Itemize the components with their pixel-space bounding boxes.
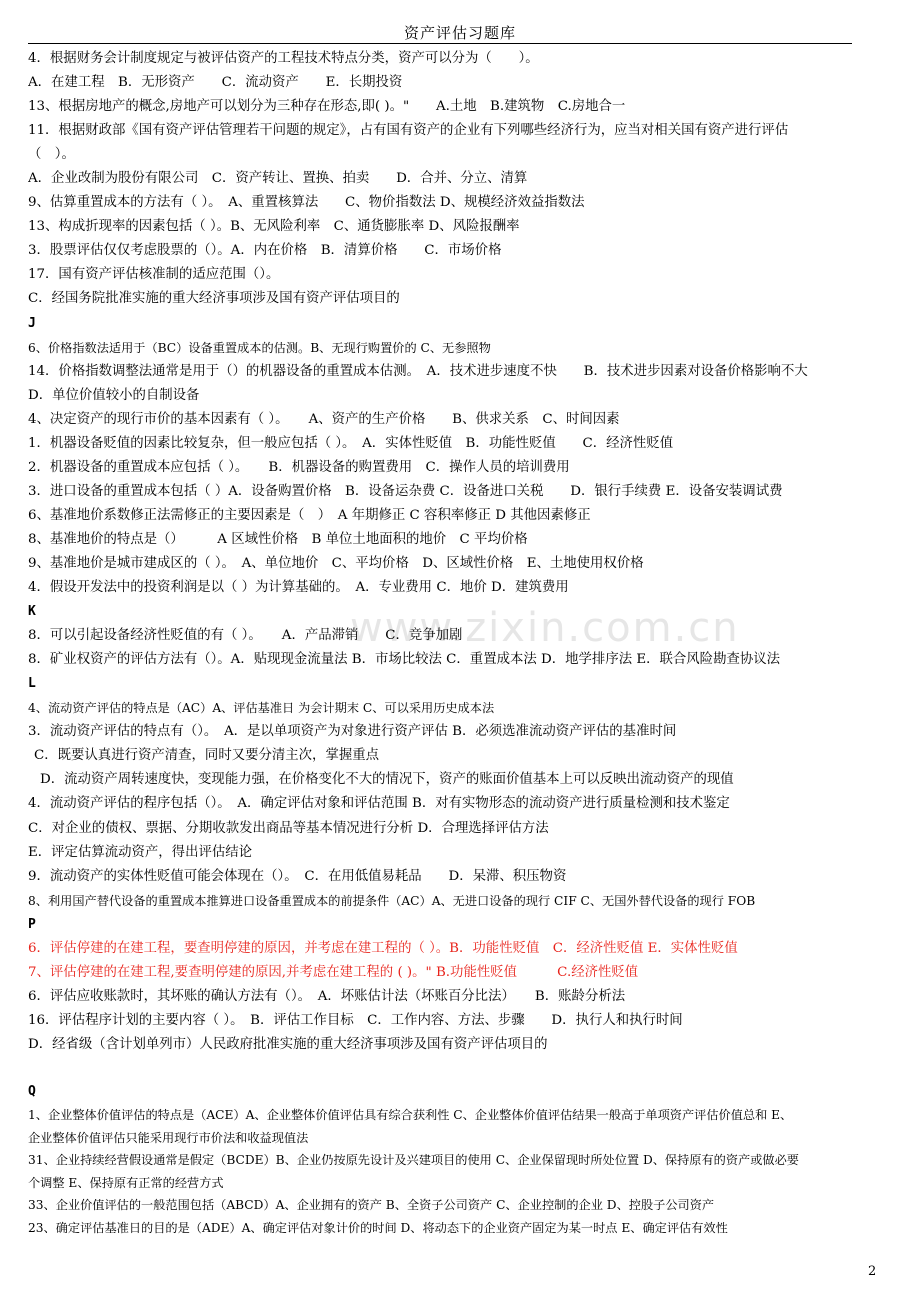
highlighted-question-line: 7、评估停建的在建工程,要查明停建的原因,并考虑在建工程的 ( )。" B.功能性贬值 C.经济性贬值 — [28, 964, 639, 980]
question-line: 6．评估应收账款时，其坏账的确认方法有（）。 A．坏账估计法（坏账百分比法） B．账龄分析法 — [28, 988, 626, 1004]
question-line: 个调整 E、保持原有正常的经营方式 — [28, 1175, 224, 1190]
question-line: 9、基准地价是城市建成区的（ ）。 A、单位地价 C、平均价格 D、区域性价格 E、土地使用权价格 — [28, 555, 644, 571]
answer-line: D．流动资产周转速度快，变现能力强，在价格变化不大的情况下，资产的账面价值基本上可以反映出流动资产的现值 — [40, 772, 734, 788]
answer-line: E．评定估算流动资产，得出评估结论 — [28, 844, 253, 860]
header-divider — [28, 43, 852, 44]
question-line: 9．流动资产的实体性贬值可能会体现在（）。 C．在用低值易耗品 D．呆滞、积压物资 — [28, 868, 567, 884]
highlighted-question-line: 6．评估停建的在建工程，要查明停建的原因，并考虑在建工程的（ ）。B．功能性贬值 C．经济性贬值 E．实体性贬值 — [28, 940, 738, 956]
question-line: 14．价格指数调整法通常是用于（）的机器设备的重置成本估测。 A．技术进步速度不快 B．技术进步因素对设备价格影响不大 — [28, 363, 808, 379]
question-line: 1、企业整体价值评估的特点是（ACE）A、企业整体价值评估具有综合获利性 C、企业整体价值评估结果一般高于单项资产评估价值总和 E、 — [28, 1108, 793, 1123]
section-letter-p: P — [28, 916, 36, 932]
answer-line: C．既要认真进行资产清查，同时又要分清主次，掌握重点 — [34, 748, 380, 764]
question-line: 3．股票评估仅仅考虑股票的（）。A．内在价格 B．清算价格 C．市场价格 — [28, 243, 502, 259]
question-line: 3．进口设备的重置成本包括（ ）A．设备购置价格 B．设备运杂费 C．设备进口关税 D．银行手续费 E．设备安装调试费 — [28, 483, 783, 499]
question-line: 4、流动资产评估的特点是（AC）A、评估基准日 为会计期末 C、可以采用历史成本法 — [28, 701, 495, 716]
question-line: 13、根据房地产的概念,房地产可以划分为三种存在形态,即( )。" A.土地 B.建筑物 C.房地合一 — [28, 99, 626, 115]
section-letter-j: J — [28, 315, 36, 331]
question-line: 31、企业持续经营假设通常是假定（BCDE）B、企业仍按原先设计及兴建项目的使用 C、企业保留现时所处位置 D、保持原有的资产或做必要 — [28, 1153, 799, 1168]
section-letter-q: Q — [28, 1083, 36, 1099]
answer-line: A．企业改制为股份有限公司 C．资产转让、置换、拍卖 D．合并、分立、清算 — [28, 171, 528, 187]
answer-line: A．在建工程 B．无形资产 C．流动资产 E．长期投资 — [28, 75, 403, 91]
question-list — [28, 47, 880, 1239]
question-line: 9、估算重置成本的方法有（ ）。 A、重置核算法 C、物价指数法 D、规模经济效益指数法 — [28, 195, 585, 211]
question-line: （ ）。 — [28, 147, 75, 163]
page-header-title: 资产评估习题库 — [403, 24, 516, 42]
question-line: 8、基准地价的特点是（） A 区域性价格 B 单位土地面积的地价 C 平均价格 — [28, 531, 528, 547]
question-line: 4．流动资产评估的程序包括（）。 A．确定评估对象和评估范围 B．对有实物形态的流动资产进行质量检测和技术鉴定 — [28, 796, 730, 812]
question-line: 17．国有资产评估核准制的适应范围（）。 — [28, 267, 280, 283]
question-line: 3．流动资产评估的特点有（）。 A．是以单项资产为对象进行资产评估 B．必须选准流动资产评估的基准时间 — [28, 724, 677, 740]
answer-line: D．单位价值较小的自制设备 — [28, 387, 200, 403]
question-line: 33、企业价值评估的一般范围包括（ABCD）A、企业拥有的资产 B、全资子公司资产 C、企业控制的企业 D、控股子公司资产 — [28, 1198, 715, 1213]
question-line: 6、基准地价系数修正法需修正的主要因素是（ ） A 年期修正 C 容积率修正 D 其他因素修正 — [28, 507, 591, 523]
answer-line: D．经省级（含计划单列市）人民政府批准实施的重大经济事项涉及国有资产评估项目的 — [28, 1036, 548, 1052]
blank-spacer — [28, 1057, 880, 1080]
section-q-list — [28, 1104, 880, 1239]
answer-line: C．对企业的债权、票据、分期收款发出商品等基本情况进行分析 D．合理选择评估方法 — [28, 820, 549, 836]
question-line: 23、确定评估基准日的目的是（ADE）A、确定评估对象计价的时间 D、将动态下的企业资产固定为某一时点 E、确定评估有效性 — [28, 1220, 728, 1235]
question-line: 16．评估程序计划的主要内容（ ）。 B．评估工作目标 C．工作内容、方法、步骤 D．执行人和执行时间 — [28, 1012, 683, 1028]
question-line: 11．根据财政部《国有资产评估管理若干问题的规定》，占有国有资产的企业有下列哪些经济行为，应当对相关国有资产进行评估 — [28, 123, 789, 139]
question-line: 4．假设开发法中的投资利润是以（ ）为计算基础的。 A．专业费用 C．地价 D．建筑费用 — [28, 580, 569, 596]
question-line: 4．根据财务会计制度规定与被评估资产的工程技术特点分类，资产可以分为（ ）。 — [28, 51, 539, 66]
question-line: 2．机器设备的重置成本应包括（ ）。 B．机器设备的购置费用 C．操作人员的培训费用 — [28, 459, 570, 475]
question-line: 8、利用国产替代设备的重置成本推算进口设备重置成本的前提条件（AC）A、无进口设备的现行 CIF C、无国外替代设备的现行 FOB — [28, 893, 756, 908]
section-letter-k: K — [28, 604, 36, 620]
question-line: 4、决定资产的现行市价的基本因素有（ ）。 A、资产的生产价格 B、供求关系 C、时间因素 — [28, 411, 620, 427]
question-line: 13、构成折现率的因素包括（ ）。B、无风险利率 C、通货膨胀率 D、风险报酬率 — [28, 219, 520, 235]
section-letter-l: L — [28, 676, 36, 692]
question-line: 企业整体价值评估只能采用现行市价法和收益现值法 — [28, 1130, 309, 1145]
page-number: 2 — [868, 1264, 877, 1279]
answer-line: C．经国务院批准实施的重大经济事项涉及国有资产评估项目的 — [28, 291, 400, 307]
question-line: 1．机器设备贬值的因素比较复杂，但一般应包括（ ）。 A．实体性贬值 B．功能性贬值 C．经济性贬值 — [28, 435, 674, 451]
question-line: 6、价格指数法适用于（BC）设备重置成本的估测。B、无现行购置价的 C、无参照物 — [28, 340, 491, 355]
watermark-text: www.zixin.com.cn — [350, 605, 740, 651]
question-line: 8．可以引起设备经济性贬值的有（ ）。 A．产品滞销 C．竞争加剧 — [28, 628, 463, 644]
question-line: 8．矿业权资产的评估方法有（）。A．贴现现金流量法 B．市场比较法 C．重置成本法 D．地学排序法 E．联合风险勘查协议法 — [28, 652, 781, 668]
